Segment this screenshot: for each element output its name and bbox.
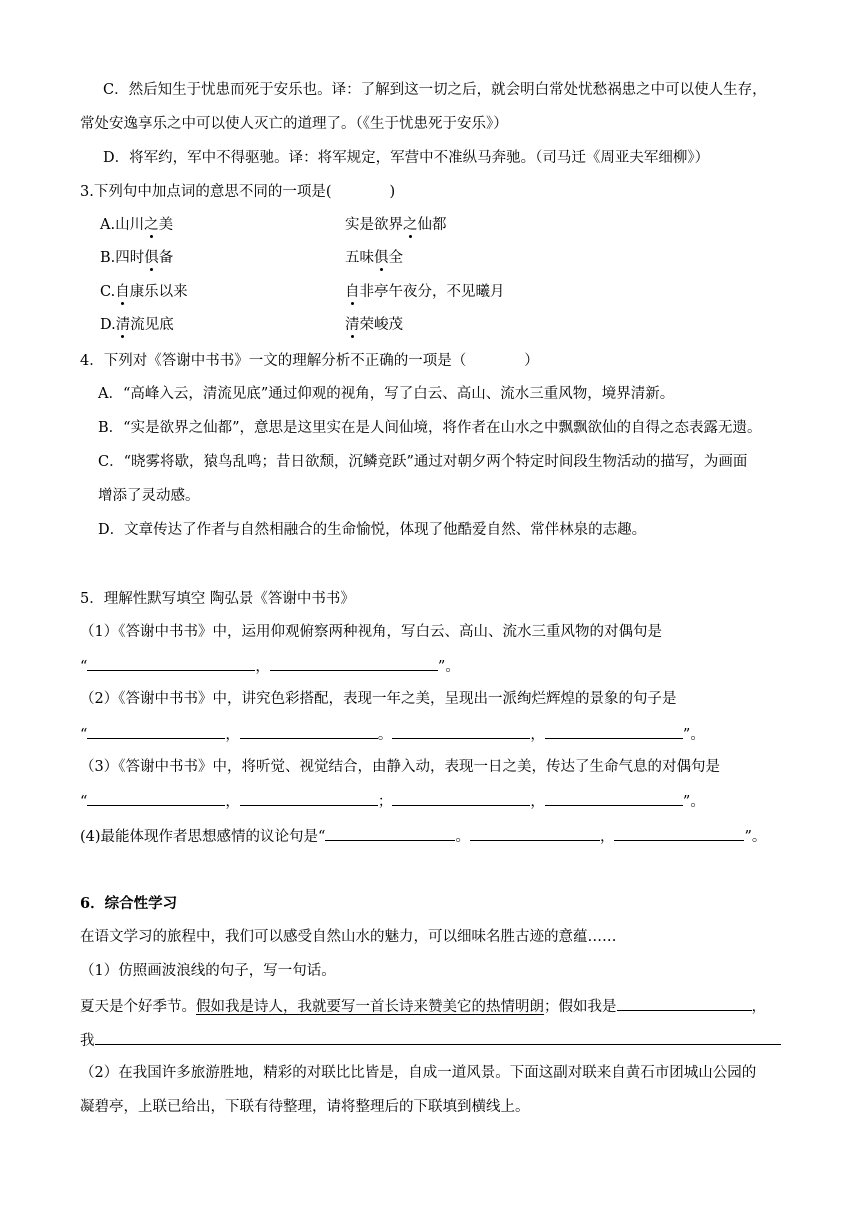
answer-blank[interactable] <box>617 995 752 1011</box>
dotted-char: 之 <box>144 217 159 233</box>
q2-option-d: D．将军约，军中不得驱驰。译：将军规定，军营中不准纵马奔驰。（司马迁《周亚夫军细柳》） <box>103 150 710 166</box>
answer-blank[interactable] <box>270 655 438 671</box>
q3-option-c <box>100 282 800 302</box>
dotted-char: 自 <box>345 284 360 300</box>
q3-d-left-pre: D. <box>100 317 116 333</box>
answer-blank[interactable] <box>545 723 683 739</box>
q6-intro: 在语文学习的旅程中，我们可以感受自然山水的魅力，可以细味名胜古迹的意蕴…… <box>80 929 617 945</box>
q2-option-c-line2: 常处安逸享乐之中可以使人灭亡的道理了。（《生于忧患死于安乐》） <box>80 116 508 132</box>
answer-blank[interactable] <box>240 790 378 806</box>
q5-part4-line <box>80 825 766 847</box>
q3-d-right-post: 荣峻茂 <box>359 317 403 333</box>
comma: ， <box>751 999 766 1015</box>
period: 。 <box>377 727 393 743</box>
q2-option-c-line1: C．然后知生于忧患而死于安乐也。译：了解到这一切之后，就会明白常处忧愁祸患之中可以使人生存， <box>103 82 767 98</box>
q3-c-left-post: 康乐以来 <box>129 284 188 300</box>
q5-part4-prompt: (4)最能体现作者思想感情的议论句是“ <box>80 829 326 845</box>
answer-blank[interactable] <box>545 790 683 806</box>
q6-sub1-pre: 夏天是个好季节。 <box>80 999 196 1015</box>
q5-stem: 5．理解性默写填空 陶弘景《答谢中书书》 <box>80 591 355 607</box>
q3-a-right <box>345 215 447 235</box>
q3-b-right-pre: 五味 <box>345 250 374 266</box>
q6-sub1-line1 <box>80 995 766 1017</box>
answer-blank[interactable] <box>87 655 255 671</box>
q3-a-right-pre: 实是欲界 <box>345 217 403 233</box>
answer-blank[interactable] <box>392 723 530 739</box>
dotted-char: 俱 <box>144 250 159 266</box>
q5-part2-prompt: （2）《答谢中书书》中，讲究色彩搭配，表现一年之美，呈现出一派绚烂辉煌的景象的句子是 <box>80 691 677 707</box>
q3-d-right <box>345 315 403 335</box>
dotted-char: 之 <box>403 217 418 233</box>
q6-sub1-prompt: （1）仿照画波浪线的句子，写一句话。 <box>80 963 336 979</box>
q3-c-left-pre: C. <box>100 284 116 300</box>
semicolon: ； <box>377 794 393 810</box>
period: 。 <box>455 829 470 845</box>
q3-stem: 3.下列句中加点词的意思不同的一项是( ) <box>80 184 396 200</box>
answer-blank[interactable] <box>240 723 378 739</box>
comma: ， <box>530 727 545 743</box>
comma: ， <box>225 794 240 810</box>
q4-option-b: B．“实是欲界之仙都”，意思是这里实在是人间仙境，将作者在山水之中飘飘欲仙的自得之态表露无遗。 <box>98 420 762 436</box>
close-quote: ”。 <box>437 659 460 675</box>
comma: ， <box>255 659 270 675</box>
answer-blank[interactable] <box>614 825 744 841</box>
open-quote: “ <box>80 727 88 743</box>
q4-stem: 4．下列对《答谢中书书》一文的理解分析不正确的一项是（ ） <box>80 353 539 369</box>
q5-part3-answer-line <box>80 790 705 812</box>
q3-c-right <box>345 282 505 302</box>
q3-c-right-post: 非亭午夜分，不见曦月 <box>359 284 505 300</box>
q3-option-d <box>100 315 800 335</box>
q6-sub1-model-sentence: 假如我是诗人，我就要写一首长诗来赞美它的热情明朗 <box>196 999 544 1015</box>
q3-a-left-pre: A.山川 <box>100 217 145 233</box>
comma: ， <box>530 794 545 810</box>
close-quote: ”。 <box>744 829 767 845</box>
q6-sub2-line2: 凝碧亭，上联已给出，下联有待整理，请将整理后的下联填到横线上。 <box>80 1099 530 1115</box>
q3-b-right <box>345 248 403 268</box>
dotted-char: 清 <box>115 317 131 333</box>
q6-sub2-line1: （2）在我国许多旅游胜地，精彩的对联比比皆是，自成一道风景。下面这副对联来自黄石市团城山公园的 <box>80 1065 757 1081</box>
q5-part1-prompt: （1）《答谢中书书》中，运用仰观俯察两种视角，写白云、高山、流水三重风物的对偶句是 <box>80 624 662 640</box>
q3-d-left-post: 流见底 <box>130 317 174 333</box>
q3-b-left-pre: B.四时 <box>100 250 145 266</box>
q6-title: 6．综合性学习 <box>80 895 178 912</box>
q5-part2-answer-line <box>80 723 705 745</box>
q3-b-right-post: 全 <box>388 250 403 266</box>
q3-a-right-post: 仙都 <box>417 217 447 233</box>
q4-option-d: D．文章传达了作者与自然相融合的生命愉悦，体现了他酷爱自然、常伴林泉的志趣。 <box>98 522 647 538</box>
dotted-char: 自 <box>115 284 130 300</box>
dotted-char: 清 <box>345 317 360 333</box>
q3-option-a <box>100 215 800 235</box>
q3-b-left-post: 备 <box>158 250 174 266</box>
comma: ， <box>225 727 240 743</box>
answer-blank[interactable] <box>87 790 225 806</box>
close-quote: ”。 <box>682 794 705 810</box>
dotted-char: 俱 <box>374 250 389 266</box>
answer-blank[interactable] <box>87 723 225 739</box>
q6-sub1-line2-lead: 我 <box>80 1033 95 1049</box>
q4-option-c-line2: 增添了灵动感。 <box>98 488 200 504</box>
answer-blank[interactable] <box>325 825 455 841</box>
comma: ， <box>599 829 615 845</box>
q5-part3-prompt: （3）《答谢中书书》中，将听觉、视觉结合，由静入动，表现一日之美，传达了生命气息的对偶句是 <box>80 759 720 775</box>
close-quote: ”。 <box>682 727 705 743</box>
q4-option-a: A．“高峰入云，清流见底”通过仰观的视角，写了白云、高山、流水三重风物，境界清新。 <box>98 386 675 402</box>
answer-blank[interactable] <box>95 1029 781 1045</box>
q3-option-b <box>100 248 800 268</box>
answer-blank[interactable] <box>470 825 600 841</box>
open-quote: “ <box>80 794 88 810</box>
open-quote: “ <box>80 659 88 675</box>
answer-blank[interactable] <box>392 790 530 806</box>
q5-part1-answer-line <box>80 655 460 677</box>
q6-sub1-post: ；假如我是 <box>544 999 617 1015</box>
q6-sub1-line2 <box>80 1029 781 1051</box>
q4-option-c-line1: C．“晓雾将歇，猿鸟乱鸣；昔日欲颓，沉鳞竞跃”通过对朝夕两个特定时间段生物活动的描写，为画面 <box>98 454 748 470</box>
q3-a-left-post: 美 <box>158 217 174 233</box>
